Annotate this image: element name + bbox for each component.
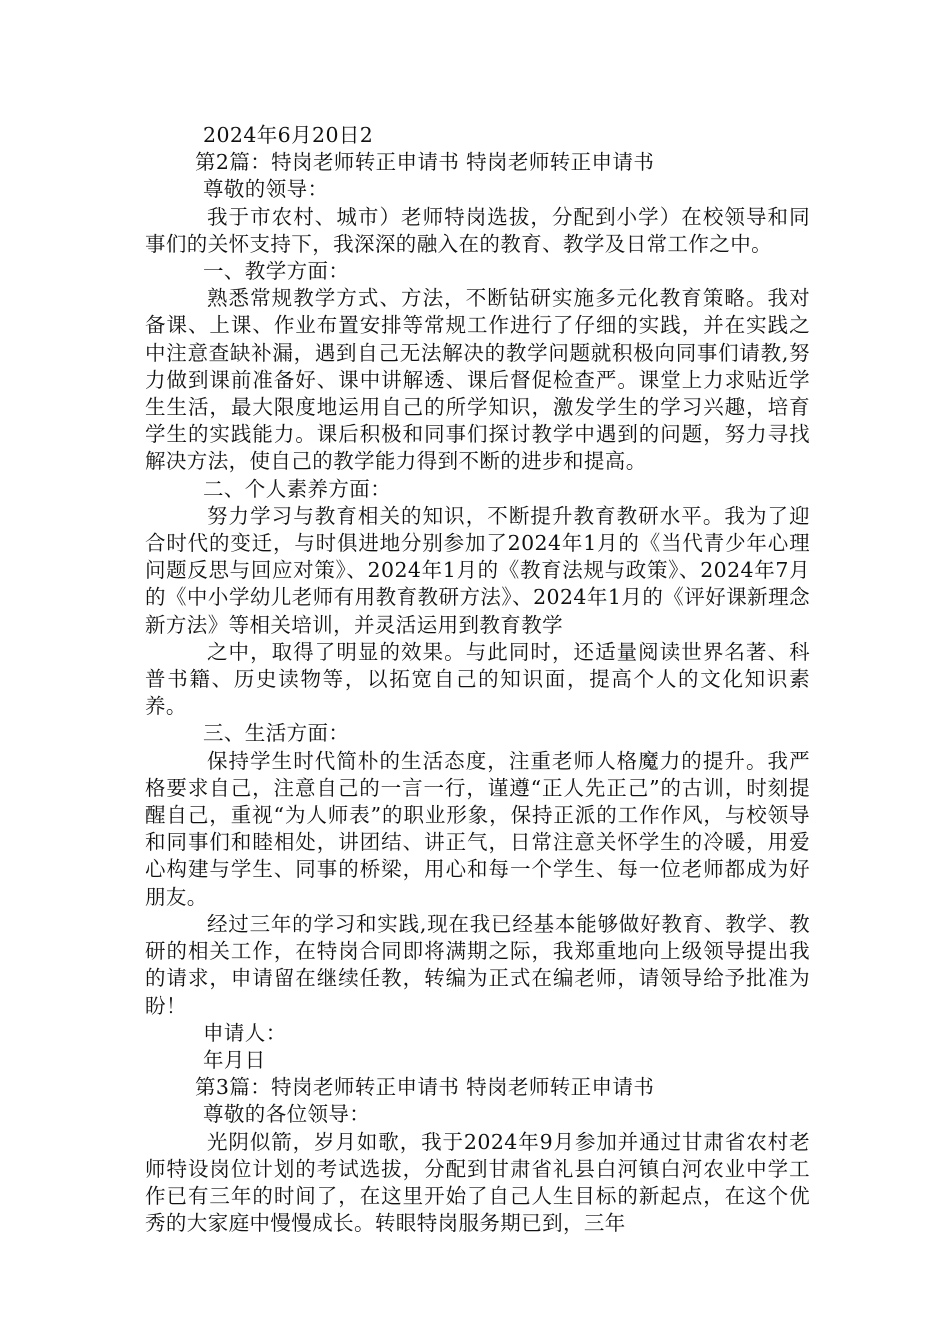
document-body xyxy=(145,122,810,1237)
article-3-salutation: 尊敬的各位领导： xyxy=(203,1102,371,1127)
date-placeholder-line: 年月日 xyxy=(203,1047,266,1072)
applicant-line: 申请人： xyxy=(203,1020,287,1045)
article-2-salutation: 尊敬的领导： xyxy=(203,177,329,202)
article-3-body-paragraph: 光阴似箭，岁月如歌，我于2024年9月参加并通过甘肃省农村老师特设岗位计划的考试选拔，分配到甘肃省礼县白河镇白河农业中学工作已有三年的时间了，在这里开始了自己人生目标的新起点，在这个优秀的大家庭中慢慢成长。转眼特岗服务期已到，三年 xyxy=(145,1129,810,1236)
section-life-paragraph: 保持学生时代简朴的生活态度，注重老师人格魔力的提升。我严格要求自己，注意自己的一言一行，谨遵“正人先正己”的古训，时刻提醒自己，重视“为人师表”的职业形象，保持正派的工作作风，与校领导和同事们和睦相处，讲团结、讲正气，日常注意关怀学生的冷暖，用爱心构建与学生、同事的桥梁，用心和每一个学生、每一位老师都成为好朋友。 xyxy=(145,748,810,909)
conclusion-paragraph: 经过三年的学习和实践,现在我已经基本能够做好教育、教学、教研的相关工作，在特岗合同即将满期之际，我郑重地向上级领导提出我的请求，申请留在继续任教，转编为正式在编老师，请领导给予批准为盼！ xyxy=(145,911,810,1018)
date-line: 2024年6月20日2 xyxy=(203,123,374,147)
section-life-title: 三、生活方面： xyxy=(203,721,350,746)
section-personal-title: 二、个人素养方面： xyxy=(203,476,392,501)
section-teaching-title: 一、教学方面： xyxy=(203,259,350,284)
section-personal-paragraph-2: 之中，取得了明显的效果。与此同时，还适量阅读世界名著、科普书籍、历史读物等，以拓宽自己的知识面，提高个人的文化知识素养。 xyxy=(145,639,810,719)
article-2-heading: 第2篇：特岗老师转正申请书 特岗老师转正申请书 xyxy=(195,150,655,175)
article-3-heading: 第3篇：特岗老师转正申请书 特岗老师转正申请书 xyxy=(195,1075,655,1100)
section-teaching-paragraph: 熟悉常规教学方式、方法，不断钻研实施多元化教育策略。我对备课、上课、作业布置安排等常规工作进行了仔细的实践，并在实践之中注意查缺补漏，遇到自己无法解决的教学问题就积极向同事们请教,努力做到课前准备好、课中讲解透、课后督促检查严。课堂上力求贴近学生生活，最大限度地运用自己的所学知识，激发学生的学习兴趣，培育学生的实践能力。课后积极和同事们探讨教学中遇到的问题，努力寻找解决方法，使自己的教学能力得到不断的进步和提高。 xyxy=(145,286,810,474)
article-2-intro-paragraph: 我于市农村、城市）老师特岗选拔，分配到小学）在校领导和同事们的关怀支持下，我深深的融入在的教育、教学及日常工作之中。 xyxy=(145,204,810,256)
section-personal-paragraph-1: 努力学习与教育相关的知识，不断提升教育教研水平。我为了迎合时代的变迁，与时俱进地分别参加了2024年1月的《当代青少年心理问题反思与回应对策》、2024年1月的《教育法规与政策》、2024年7月的《中小学幼儿老师有用教育教研方法》、2024年1月的《评好课新理念 新方法》等相关培训，并灵活运用到教育教学 xyxy=(145,503,810,637)
